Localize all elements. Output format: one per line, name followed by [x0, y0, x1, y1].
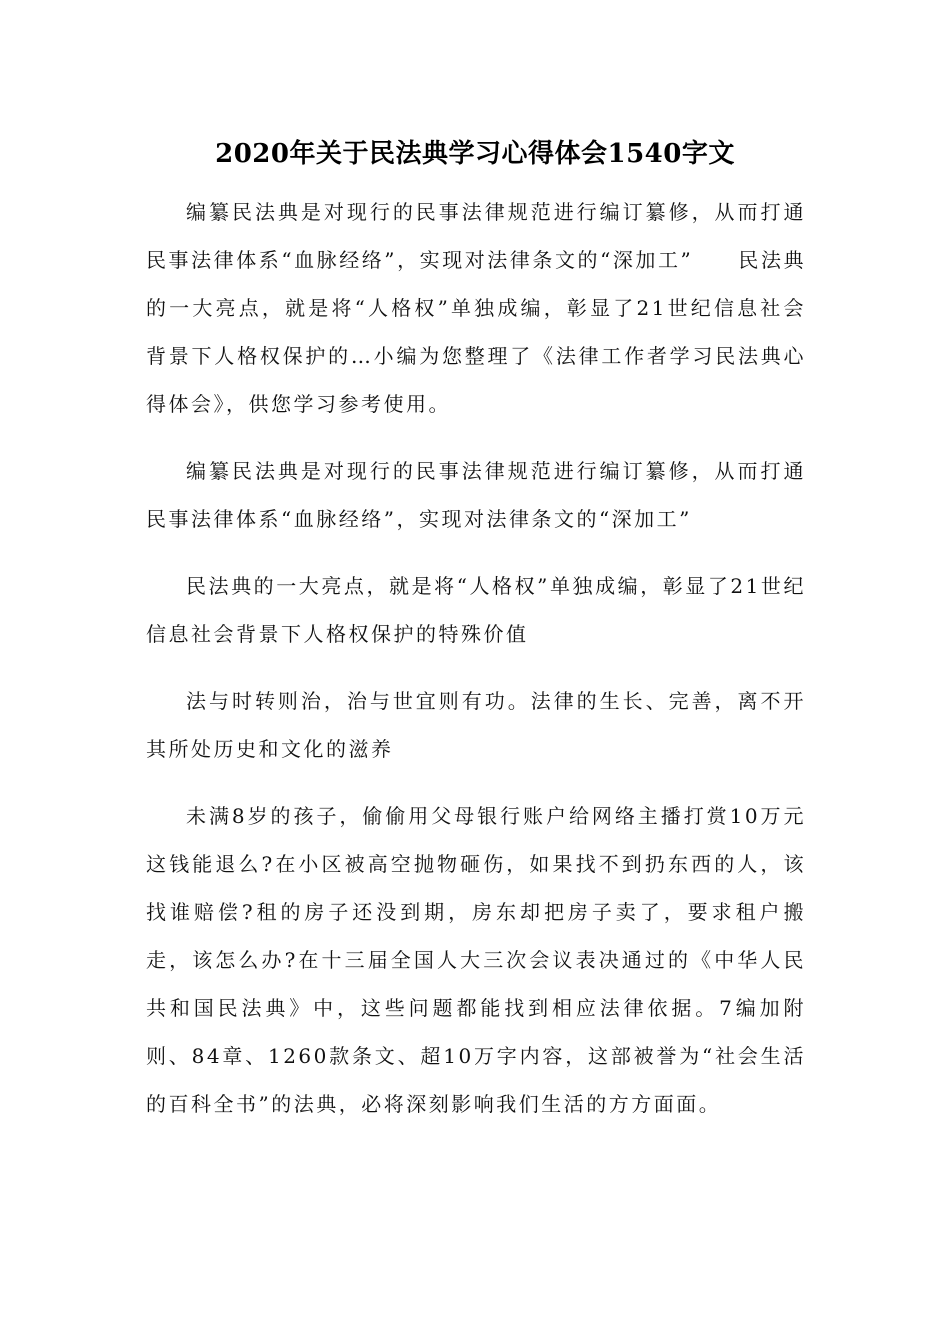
paragraph-5: 未满8岁的孩子，偷偷用父母银行账户给网络主播打赏10万元这钱能退么?在小区被高空抛物砸伤，如果找不到扔东西的人，该找谁赔偿?租的房子还没到期，房东却把房子卖了，要求租户搬走，该怎么办?在十三届全国人大三次会议表决通过的《中华人民共和国民法典》中，这些问题都能找到相应法律依据。7编加附则、84章、1260款条文、超10万字内容，这部被誉为“社会生活的百科全书”的法典，必将深刻影响我们生活的方方面面。: [146, 804, 806, 1116]
paragraph-3: 民法典的一大亮点，就是将“人格权”单独成编，彰显了21世纪信息社会背景下人格权保护的特殊价值: [146, 574, 806, 646]
document-title: 2020年关于民法典学习心得体会1540字文: [215, 139, 735, 169]
paragraph-4: 法与时转则治，治与世宜则有功。法律的生长、完善，离不开其所处历史和文化的滋养: [146, 689, 806, 761]
document-body: [146, 188, 806, 1147]
paragraph-2: 编纂民法典是对现行的民事法律规范进行编订纂修，从而打通民事法律体系“血脉经络”，实现对法律条文的“深加工”: [146, 459, 806, 531]
paragraph-1: 编纂民法典是对现行的民事法律规范进行编订纂修，从而打通民事法律体系“血脉经络”，实现对法律条文的“深加工” 民法典的一大亮点，就是将“人格权”单独成编，彰显了21世纪信息社会背景下人格权保护的…小编为您整理了《法律工作者学习民法典心得体会》，供您学习参考使用。: [146, 200, 806, 416]
